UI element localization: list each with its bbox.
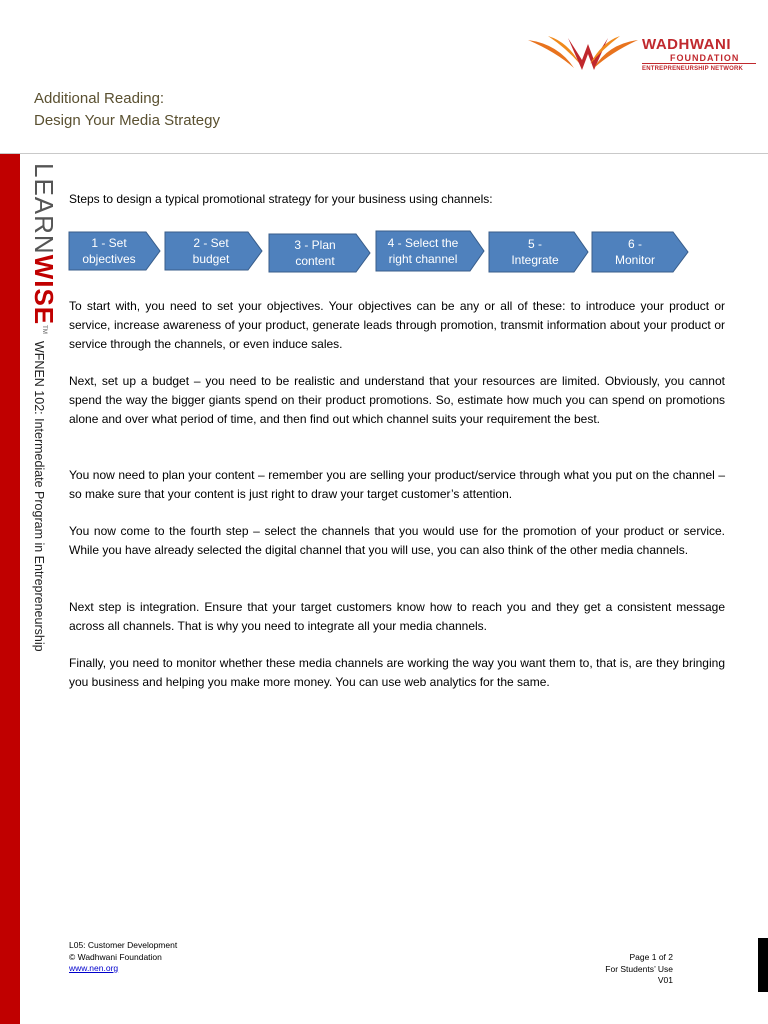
page-title-line1: Additional Reading: <box>34 90 165 107</box>
step-2-line1: 2 - Set <box>193 236 229 250</box>
step-1-line2: objectives <box>82 252 136 266</box>
footer-page-number: Page 1 of 2 <box>629 952 673 962</box>
footer-black-tab <box>758 938 768 992</box>
paragraph-channels: You now come to the fourth step – select the channels that you would use for the promotion of your product or service. While you have already selected the digital channel that you will use, you can also think of the other media channels. <box>69 524 725 557</box>
step-label-4 <box>378 235 468 267</box>
step-4-line1: 4 - Select the <box>387 236 459 250</box>
paragraph-monitor: Finally, you need to monitor whether these media channels are working the way you want them to, that is, are they bringing you business and helping you make more money. You can use web analytics for the same. <box>69 656 725 689</box>
step-3-line1: 3 - Plan <box>294 238 336 252</box>
paragraph-budget: Next, set up a budget – you need to be realistic and understand that your resources are limited. Obviously, you cannot spend the way the bigger giants spend on their product promotions. So, estimate how much you can spend on promotions alone and over what period of time, and then find out which channel suits your requirement the best. <box>69 374 725 426</box>
step-5-line1: 5 - <box>527 237 542 251</box>
footer-right <box>605 952 673 987</box>
footer-module: L05: Customer Development <box>69 940 178 950</box>
step-4-line2: right channel <box>388 252 458 266</box>
step-6-line1: 6 - <box>627 237 642 251</box>
footer-website-link[interactable]: www.nen.org <box>69 963 119 973</box>
brand-learn: LEARN <box>29 163 59 255</box>
brand-wise: WISE <box>29 254 59 326</box>
step-label-5 <box>493 236 577 268</box>
paragraph-integration: Next step is integration. Ensure that your target customers know how to reach you and they get a consistent message across all channels. That is why you need to integrate all your media channels. <box>69 600 725 633</box>
step-2-line2: budget <box>192 252 230 266</box>
paragraph-objectives: To start with, you need to set your objectives. Your objectives can be any or all of these: to introduce your product or service, increase awareness of your product, generate leads through promotion, transmit information about your product or service through the channels, or even induce sales. <box>69 299 725 351</box>
step-label-3 <box>272 237 358 269</box>
step-label-1 <box>69 235 149 267</box>
step-label-2 <box>168 235 254 267</box>
logo-name: WADHWANI <box>642 36 731 53</box>
step-5-line2: Integrate <box>511 253 559 267</box>
footer-audience: For Students’ Use <box>605 963 673 974</box>
brand-tm: TM <box>41 325 47 334</box>
footer-version: V01 <box>657 975 673 985</box>
course-title-vertical: WFNEN 102: Intermediate Program in Entrepreneurship <box>32 341 46 652</box>
step-3-line2: content <box>295 254 335 268</box>
footer-left <box>69 940 177 975</box>
footer-copyright: © Wadhwani Foundation <box>69 951 162 962</box>
logo-subtitle: FOUNDATION <box>670 53 740 63</box>
intro-text: Steps to design a typical promotional strategy for your business using channels: <box>69 192 493 206</box>
page-title-line2: Design Your Media Strategy <box>34 112 220 129</box>
step-1-line1: 1 - Set <box>91 236 127 250</box>
paragraph-content: You now need to plan your content – remember you are selling your product/service through what you put on the channel – so make sure that your content is just right to draw your target customer’s attention. <box>69 468 725 501</box>
step-6-line2: Monitor <box>614 253 655 267</box>
logo-network: ENTREPRENEURSHIP NETWORK <box>642 66 744 72</box>
step-label-6 <box>594 236 676 268</box>
